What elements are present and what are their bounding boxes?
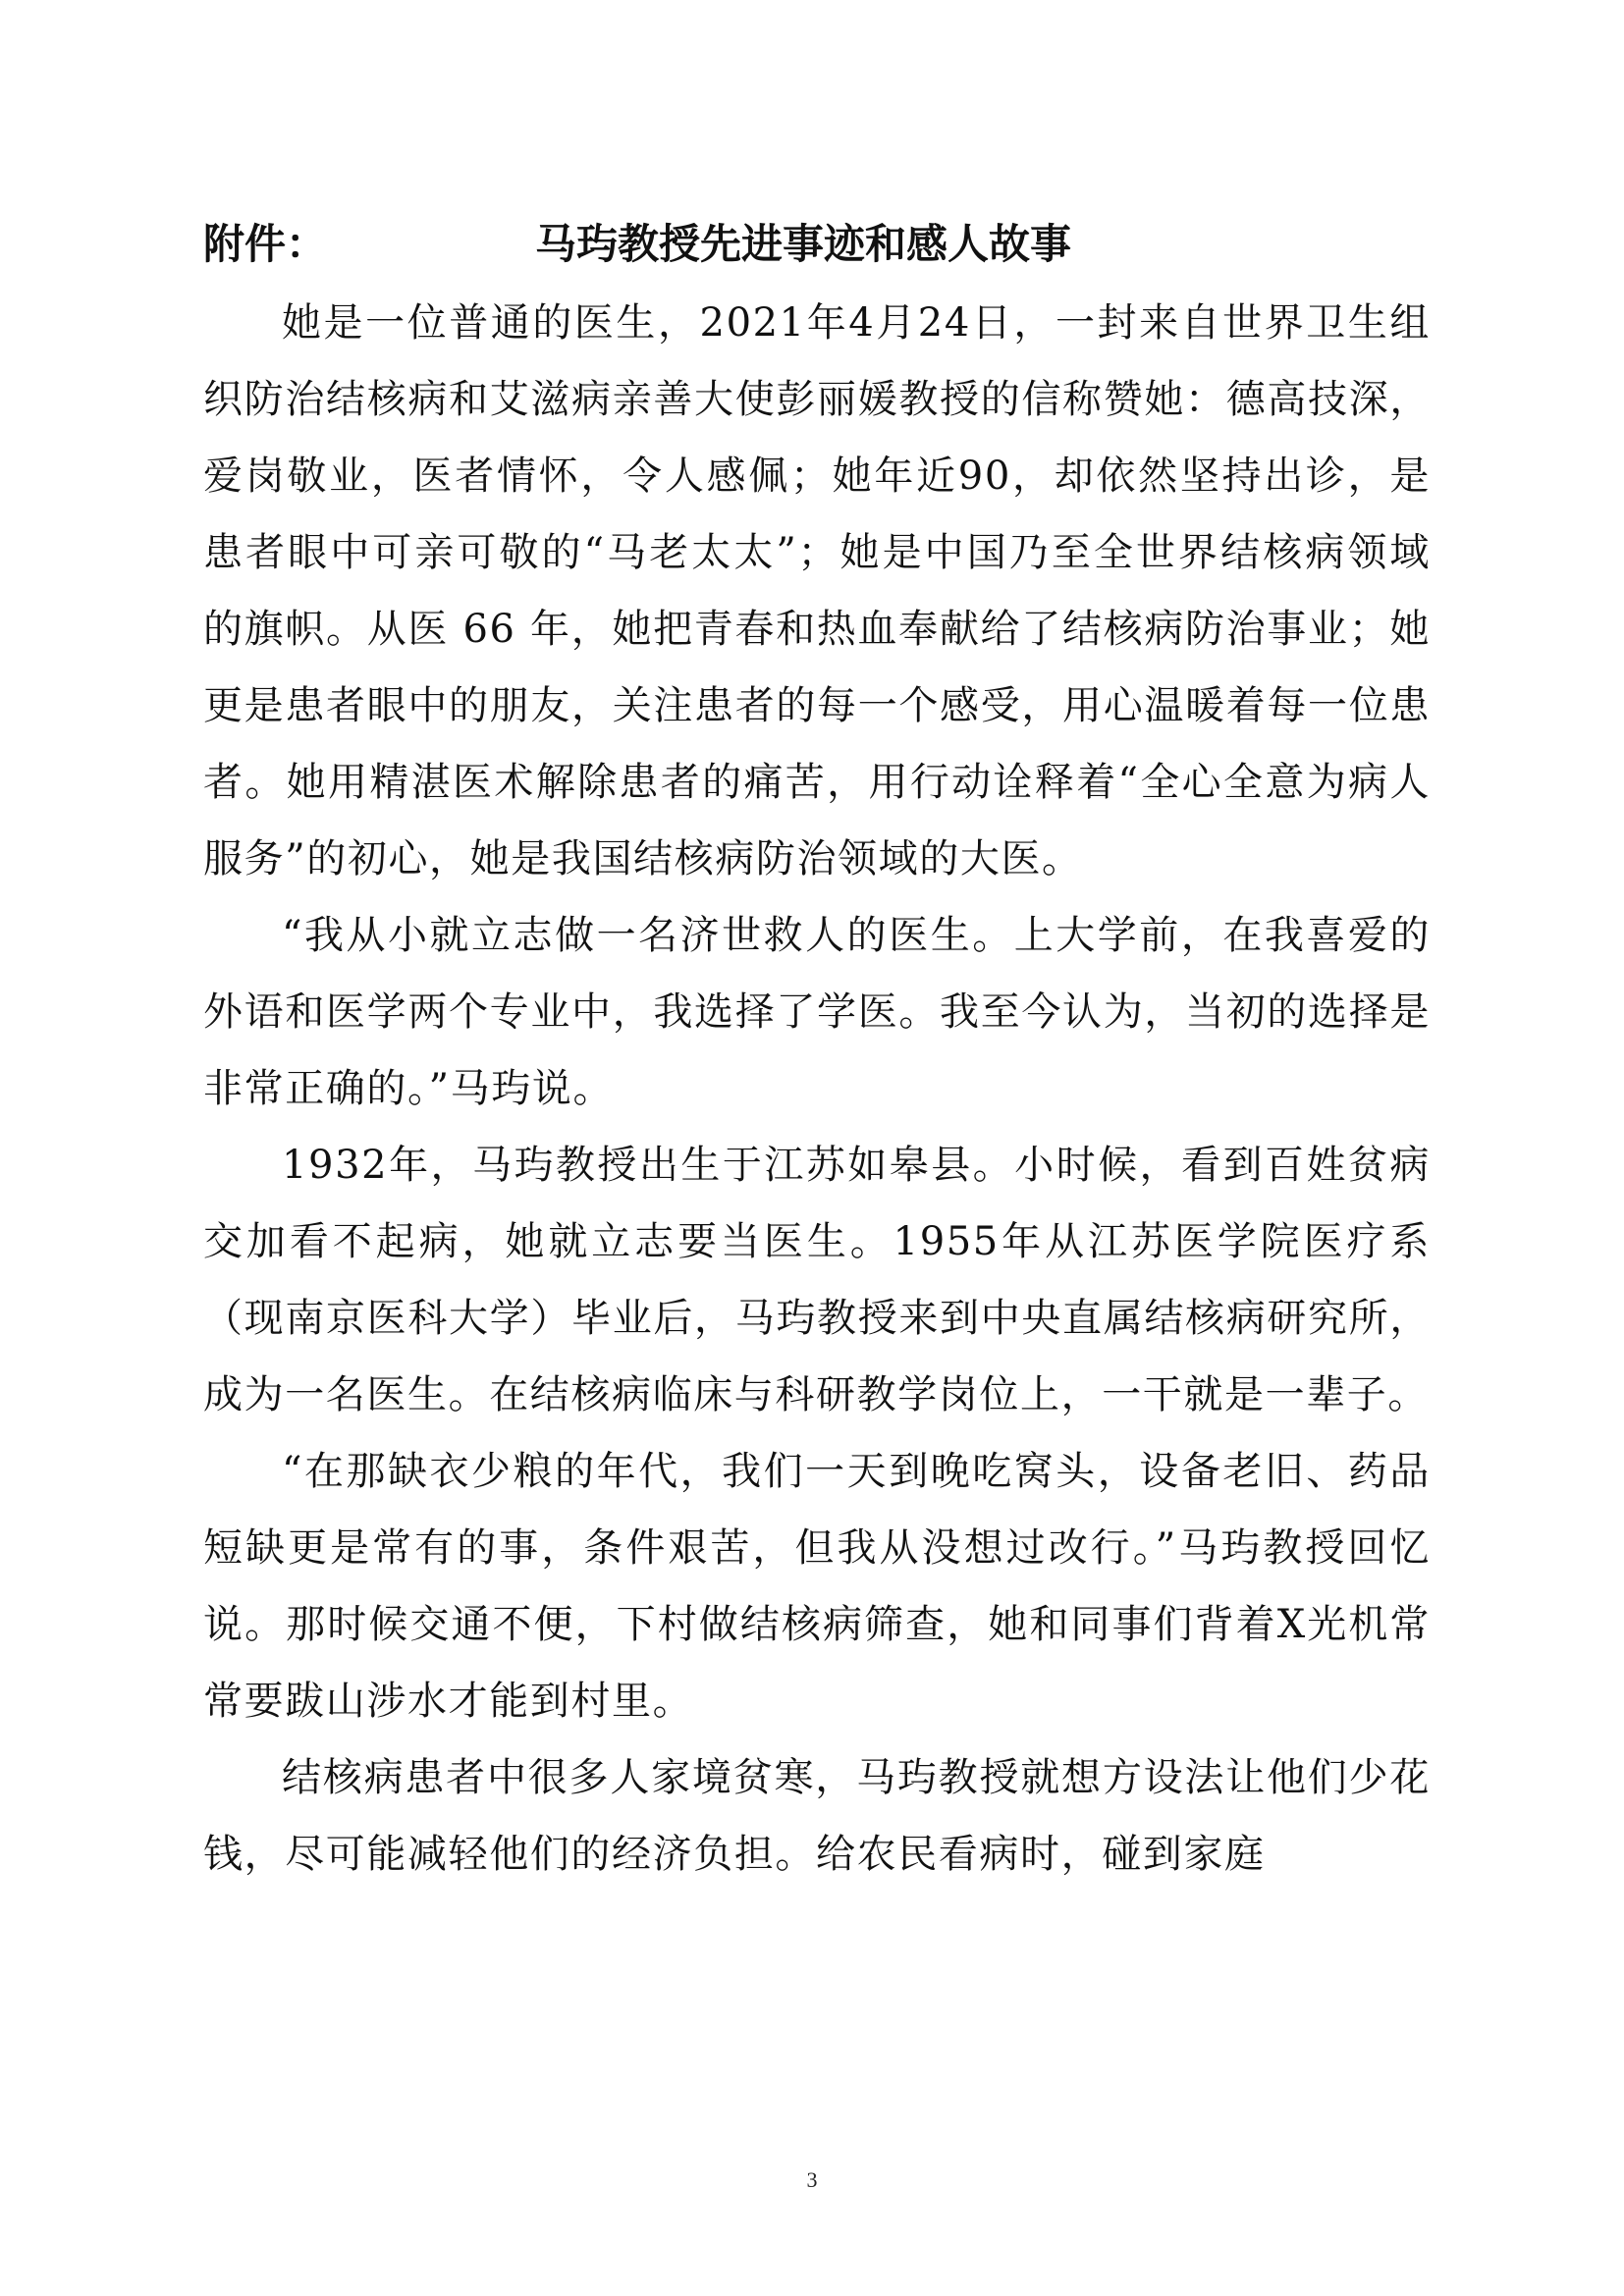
- heading-row: [203, 209, 1440, 280]
- body-text: [203, 285, 1431, 1893]
- attachment-label: 附件：: [203, 220, 328, 268]
- document-title: 马玙教授先进事迹和感人故事: [535, 220, 1072, 268]
- page-number: 3: [806, 2167, 818, 2192]
- paragraph-quote-hardship: “在那缺衣少粮的年代，我们一天到晚吃窝头，设备老旧、药品短缺更是常有的事，条件艰苦，但我从没想过改行。”马玙教授回忆说。那时候交通不便，下村做结核病筛查，她和同事们背着X光机常常要跋山涉水才能到村里。: [203, 1449, 1431, 1724]
- paragraph-biography: 1932年，马玙教授出生于江苏如皋县。小时候，看到百姓贫病交加看不起病，她就立志要当医生。1955年从江苏医学院医疗系（现南京医科大学）毕业后，马玙教授来到中央直属结核病研究所，成为一名医生。在结核病临床与科研教学岗位上，一干就是一辈子。: [203, 1143, 1431, 1417]
- paragraph-quote-aspiration: “我从小就立志做一名济世救人的医生。上大学前，在我喜爱的外语和医学两个专业中，我选择了学医。我至今认为，当初的选择是非常正确的。”马玙说。: [203, 913, 1431, 1111]
- paragraph-patients: 结核病患者中很多人家境贫寒，马玙教授就想方设法让他们少花钱，尽可能减轻他们的经济负担。给农民看病时，碰到家庭: [203, 1755, 1431, 1877]
- paragraph-intro: 她是一位普通的医生，2021年4月24日，一封来自世界卫生组织防治结核病和艾滋病亲善大使彭丽媛教授的信称赞她：德高技深，爱岗敬业，医者情怀，令人感佩；她年近90，却依然坚持出诊，是患者眼中可亲可敬的“马老太太”；她是中国乃至全世界结核病领域的旗帜。从医 66 年，她把青春和热血奉献给了结核病防治事业；她更是患者眼中的朋友，关注患者的每一个感受，用心温暖着每一位患者。她用精湛医术解除患者的痛苦，用行动诠释着“全心全意为病人服务”的初心，她是我国结核病防治领域的大医。: [203, 300, 1431, 881]
